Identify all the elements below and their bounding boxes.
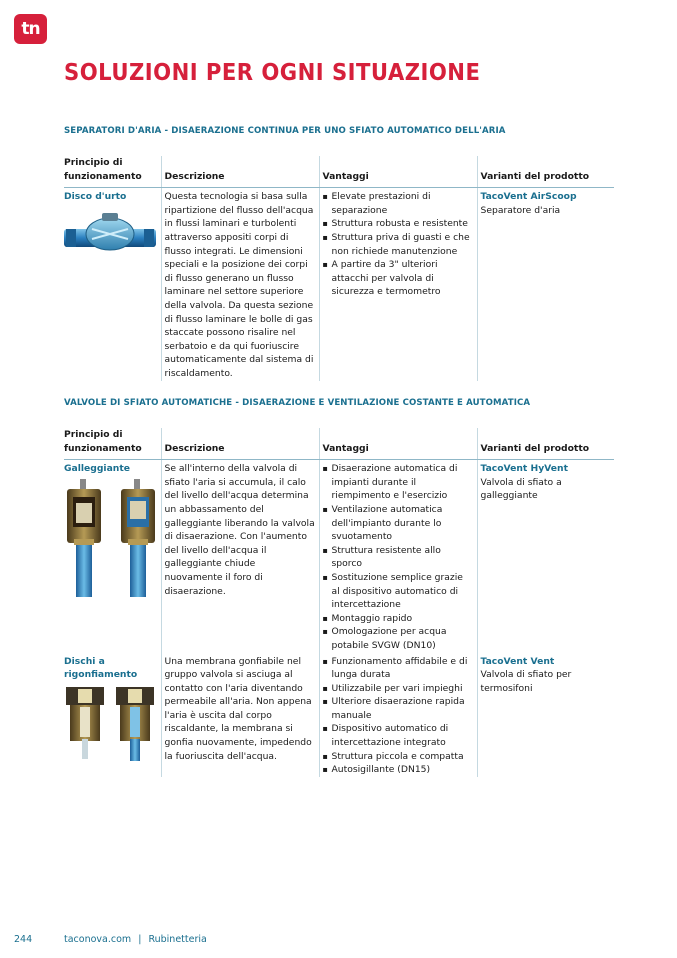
variant-cell <box>477 460 614 653</box>
principle-cell <box>64 653 161 777</box>
table-row <box>64 460 614 653</box>
advantages-cell <box>319 188 477 381</box>
advantages-list <box>323 190 474 299</box>
footer-separator: | <box>138 934 142 945</box>
page-title: SOLUZIONI PER OGNI SITUAZIONE <box>64 60 481 86</box>
table-vent-valves <box>64 428 614 777</box>
header-variants: Varianti del prodotto <box>477 156 614 188</box>
table-row <box>64 653 614 777</box>
description-cell: Questa tecnologia si basa sulla ripartizione del flusso dell'acqua in flussi laminari e turbolenti attraverso appositi corpi di flusso integrati. Le dimensioni speciali e la posizione dei corpi di flusso generano un flusso laminare nel settore superiore della valvola. Da questa sezione di flusso laminare le bolle di gas staccate possono risalire nel serbatoio e da qui fuoriuscire automaticamente dal sistema di riscaldamento. <box>161 188 319 381</box>
header-principle: Principio di funzionamento <box>64 428 161 460</box>
section-title-vent-valves: VALVOLE DI SFIATO AUTOMATICHE - DISAERAZIONE E VENTILAZIONE COSTANTE E AUTOMATICA <box>64 398 531 408</box>
advantages-cell <box>319 460 477 653</box>
float-valve-image <box>64 479 158 602</box>
advantages-list <box>323 655 474 777</box>
variant-description: Valvola di sfiato per termosifoni <box>480 669 572 694</box>
list-item: ▪ Struttura resistente allo sporco <box>323 544 474 571</box>
table-header-row <box>64 428 614 460</box>
variant-name: TacoVent AirScoop <box>480 191 577 203</box>
list-item: ▪ Ventilazione automatica dell'impianto durante lo svuotamento <box>323 503 474 544</box>
variant-description: Valvola di sfiato a galleggiante <box>480 476 562 502</box>
table-row <box>64 188 614 381</box>
footer-site: taconova.com <box>64 934 132 945</box>
footer-category: Rubinetteria <box>148 934 207 945</box>
list-item: ▪ Struttura robusta e resistente <box>323 217 474 231</box>
description-cell: Se all'interno della valvola di sfiato l'aria si accumula, il calo del livello dell'acqua determina un abbassamento del galleggiante liberando la valvola di disaerazione. Con l'aumento del livello dell'acqua il galleggiante chiude nuovamente il foro di disaerazione. <box>161 460 319 653</box>
brand-logo <box>14 14 47 44</box>
list-item: ▪ Autosigillante (DN15) <box>323 763 474 777</box>
variant-name: TacoVent HyVent <box>480 463 568 475</box>
list-item: ▪ Sostituzione semplice grazie al dispositivo automatico di intercettazione <box>323 571 474 612</box>
list-item: ▪ Utilizzabile per vari impieghi <box>323 682 474 696</box>
principle-cell <box>64 460 161 653</box>
swelling-disc-image <box>64 685 158 766</box>
brand-logo-text: tn <box>21 19 40 39</box>
principle-label: Disco d'urto <box>64 191 127 203</box>
principle-cell <box>64 188 161 381</box>
variant-cell <box>477 188 614 381</box>
list-item: ▪ Ulteriore disaerazione rapida manuale <box>323 695 474 722</box>
principle-label: Dischi a rigonfiamento <box>64 655 138 681</box>
variant-cell <box>477 653 614 777</box>
header-advantages: Vantaggi <box>319 156 477 188</box>
list-item: ▪ A partire da 3" ulteriori attacchi per valvola di sicurezza e termometro <box>323 258 474 299</box>
description-cell: Una membrana gonfiabile nel gruppo valvola si asciuga al contatto con l'aria diventando permeabile all'aria. Non appena l'aria è uscita dal corpo riscaldante, la membrana si gonfia nuovamente, impedendo la fuoriuscita dell'acqua. <box>161 653 319 777</box>
list-item: ▪ Struttura piccola e compatta <box>323 750 474 764</box>
variant-name: TacoVent Vent <box>480 655 555 667</box>
list-item: ▪ Struttura priva di guasti e che non richiede manutenzione <box>323 231 474 258</box>
list-item: ▪ Funzionamento affidabile e di lunga durata <box>323 655 474 682</box>
footer-info <box>64 934 207 945</box>
principle-label: Galleggiante <box>64 463 130 475</box>
header-advantages: Vantaggi <box>319 428 477 460</box>
advantages-list <box>323 462 474 652</box>
header-description: Descrizione <box>161 156 319 188</box>
list-item: ▪ Elevate prestazioni di separazione <box>323 190 474 217</box>
header-description: Descrizione <box>161 428 319 460</box>
section-title-separators: SEPARATORI D'ARIA - DISAERAZIONE CONTINUA PER UNO SFIATO AUTOMATICO DELL'ARIA <box>64 126 506 136</box>
header-variants: Varianti del prodotto <box>477 428 614 460</box>
table-header-row <box>64 156 614 188</box>
list-item: ▪ Dispositivo automatico di intercettazione integrato <box>323 722 474 749</box>
list-item: ▪ Omologazione per acqua potabile SVGW (DN10) <box>323 625 474 652</box>
table-separators <box>64 156 614 381</box>
variant-description: Separatore d'aria <box>480 204 561 216</box>
page-number: 244 <box>14 934 33 945</box>
advantages-cell <box>319 653 477 777</box>
airscoop-image <box>64 207 158 262</box>
list-item: ▪ Montaggio rapido <box>323 612 474 626</box>
header-principle: Principio di funzionamento <box>64 156 161 188</box>
list-item: ▪ Disaerazione automatica di impianti durante il riempimento e l'esercizio <box>323 462 474 503</box>
